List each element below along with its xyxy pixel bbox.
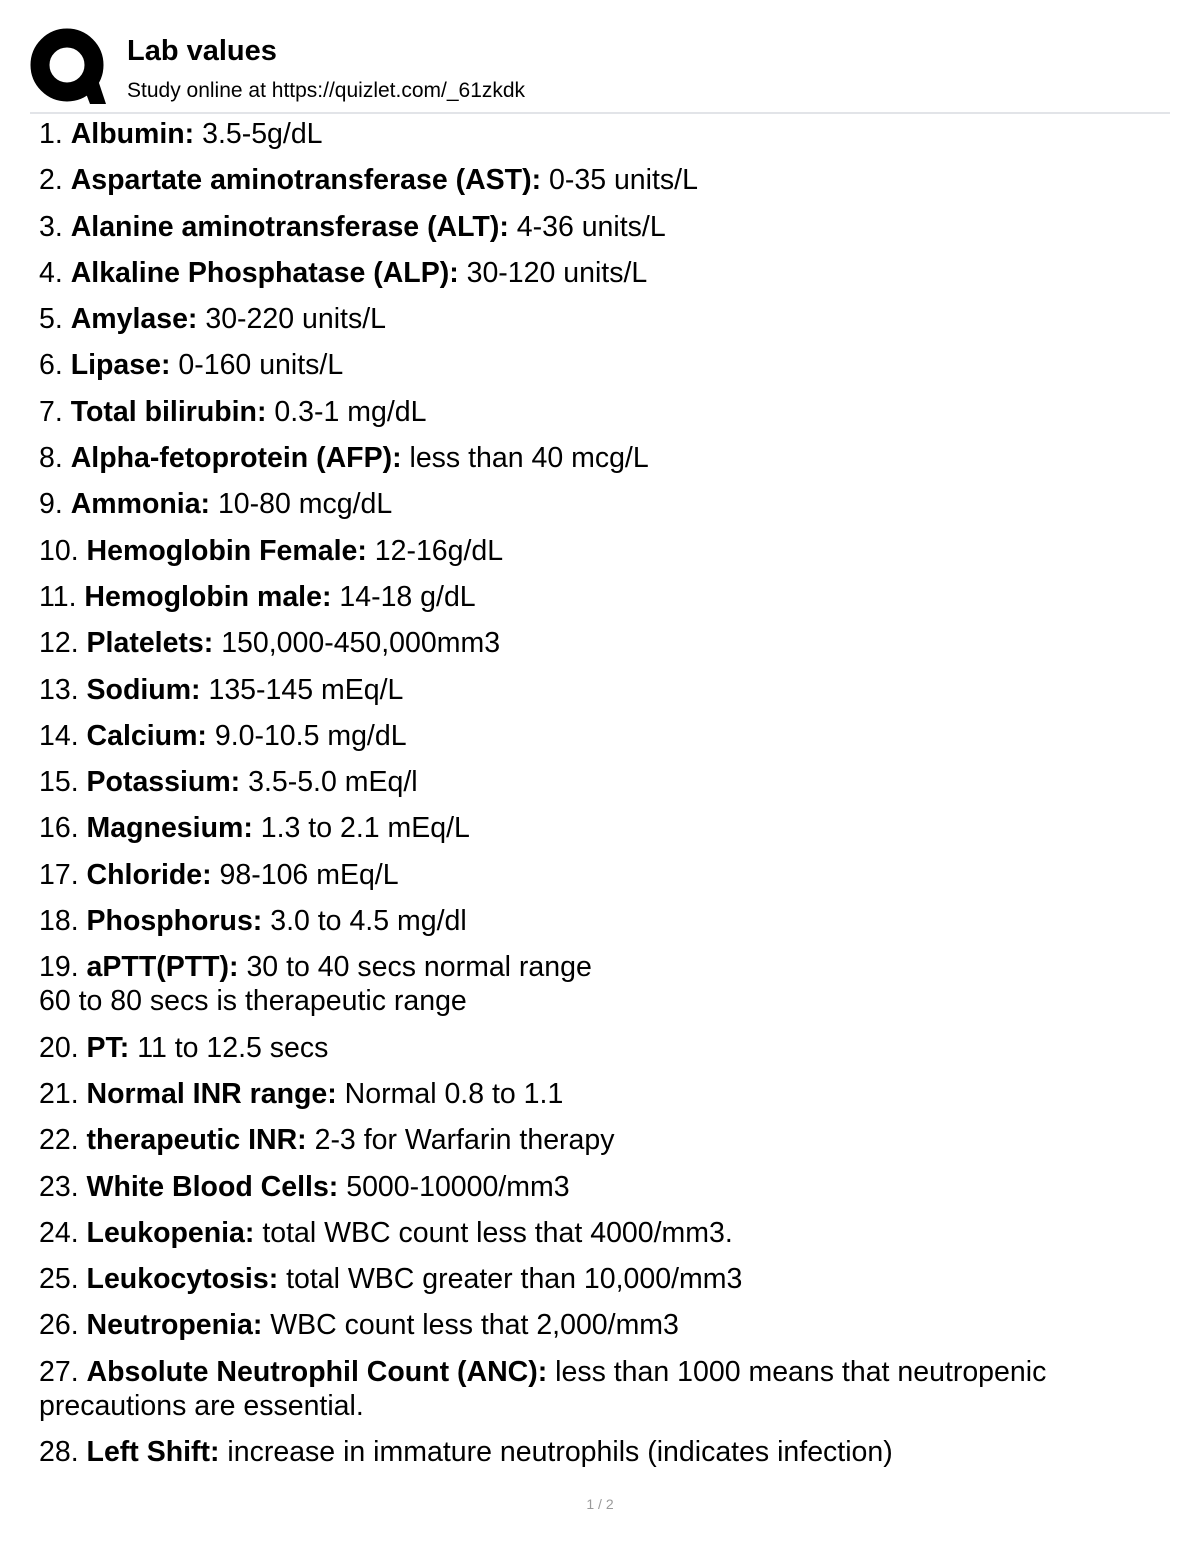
list-item xyxy=(39,950,1169,1018)
page-number: 1 / 2 xyxy=(586,1496,614,1512)
item-term: Aspartate aminotransferase (AST): xyxy=(70,164,542,197)
item-term: Leukocytosis: xyxy=(86,1263,279,1296)
item-term: Absolute Neutrophil Count (ANC): xyxy=(86,1355,548,1388)
item-term: Amylase: xyxy=(70,303,198,336)
item-value: 30-120 units/L xyxy=(458,256,648,289)
item-term: Alkaline Phosphatase (ALP): xyxy=(70,256,459,289)
item-value: 30 to 40 secs normal range xyxy=(238,951,592,984)
item-term: PT: xyxy=(86,1031,130,1064)
item-term: Platelets: xyxy=(86,627,214,660)
item-number: 1. xyxy=(39,118,71,150)
item-value: 12-16g/dL xyxy=(366,534,504,567)
list-item xyxy=(39,117,1169,151)
item-term: Phosphorus: xyxy=(86,905,263,938)
item-value: increase in immature neutrophils (indicates infection) xyxy=(219,1436,893,1469)
item-value: 3.5-5.0 mEq/l xyxy=(240,766,418,799)
item-value: 0-35 units/L xyxy=(541,164,698,197)
item-value: 30-220 units/L xyxy=(197,303,386,336)
study-online-link-text: Study online at https://quizlet.com/_61zkdk xyxy=(127,79,526,102)
item-term: therapeutic INR: xyxy=(86,1124,307,1157)
item-value: 11 to 12.5 secs xyxy=(129,1031,329,1064)
item-term: Normal INR range: xyxy=(86,1077,337,1110)
item-value: 98-106 mEq/L xyxy=(211,858,399,891)
item-number: 23. xyxy=(39,1170,87,1203)
item-number: 13. xyxy=(39,673,87,706)
list-item xyxy=(39,811,1169,845)
list-item xyxy=(39,904,1169,938)
item-number: 24. xyxy=(39,1216,87,1249)
item-term: Lipase: xyxy=(70,349,171,382)
document-header xyxy=(0,0,1200,115)
item-value: total WBC greater than 10,000/mm3 xyxy=(278,1263,743,1296)
item-value: 10-80 mcg/dL xyxy=(210,488,393,521)
item-value: less than 1000 means that neutropenic precautions are essential. xyxy=(39,1355,1047,1422)
list-item xyxy=(39,348,1169,382)
list-item xyxy=(39,1355,1169,1423)
item-value: total WBC count less that 4000/mm3. xyxy=(254,1216,733,1249)
list-item xyxy=(39,580,1169,614)
item-number: 21. xyxy=(39,1077,87,1110)
lab-values-list xyxy=(39,117,1169,1481)
list-item xyxy=(39,302,1169,336)
list-item xyxy=(39,858,1169,892)
quizlet-q-logo-icon xyxy=(30,28,108,106)
item-term: Left Shift: xyxy=(86,1436,220,1469)
item-value: less than 40 mcg/L xyxy=(401,442,649,475)
item-value: WBC count less that 2,000/mm3 xyxy=(262,1309,679,1342)
item-number: 20. xyxy=(39,1031,87,1064)
item-number: 15. xyxy=(39,766,87,799)
item-number: 6. xyxy=(39,349,71,382)
item-value: 14-18 g/dL xyxy=(331,580,476,613)
item-number: 3. xyxy=(39,210,71,243)
item-number: 28. xyxy=(39,1436,87,1469)
list-item xyxy=(39,1308,1169,1342)
item-number: 17. xyxy=(39,858,87,891)
item-value-line2: 60 to 80 secs is therapeutic range xyxy=(39,985,467,1018)
item-term: Hemoglobin male: xyxy=(84,580,332,613)
item-value: 1.3 to 2.1 mEq/L xyxy=(252,812,470,845)
item-term: Total bilirubin: xyxy=(70,395,267,428)
header-divider xyxy=(30,112,1170,114)
item-value: 2-3 for Warfarin therapy xyxy=(306,1124,615,1157)
item-term: Ammonia: xyxy=(70,488,211,521)
item-term: Magnesium: xyxy=(86,812,253,845)
item-value: 9.0-10.5 mg/dL xyxy=(206,719,407,752)
item-term: Alanine aminotransferase (ALT): xyxy=(70,210,509,243)
item-term: Calcium: xyxy=(86,719,207,752)
item-number: 18. xyxy=(39,905,87,938)
list-item xyxy=(39,765,1169,799)
item-number: 9. xyxy=(39,488,71,521)
item-number: 27. xyxy=(39,1355,87,1388)
item-value: 150,000-450,000mm3 xyxy=(213,627,501,660)
item-number: 26. xyxy=(39,1309,87,1342)
item-value: Normal 0.8 to 1.1 xyxy=(336,1077,564,1110)
list-item xyxy=(39,1435,1169,1469)
item-number: 14. xyxy=(39,719,87,752)
item-number: 19. xyxy=(39,951,87,984)
item-term: Albumin: xyxy=(70,118,195,150)
item-term: Chloride: xyxy=(86,858,212,891)
item-term: Alpha-fetoprotein (AFP): xyxy=(70,442,402,475)
item-value: 0-160 units/L xyxy=(170,349,344,382)
item-number: 5. xyxy=(39,303,71,336)
item-term: Potassium: xyxy=(86,766,241,799)
item-number: 4. xyxy=(39,256,71,289)
list-item xyxy=(39,163,1169,197)
list-item xyxy=(39,1123,1169,1157)
item-value: 4-36 units/L xyxy=(508,210,666,243)
item-value: 5000-10000/mm3 xyxy=(338,1170,570,1203)
item-term: Leukopenia: xyxy=(86,1216,255,1249)
list-item xyxy=(39,256,1169,290)
item-term: White Blood Cells: xyxy=(86,1170,339,1203)
list-item xyxy=(39,395,1169,429)
item-term: Sodium: xyxy=(86,673,201,706)
list-item xyxy=(39,1262,1169,1296)
item-number: 16. xyxy=(39,812,87,845)
item-term: aPTT(PTT): xyxy=(86,951,239,984)
list-item xyxy=(39,1216,1169,1250)
item-number: 11. xyxy=(39,580,85,613)
item-value: 3.0 to 4.5 mg/dl xyxy=(262,905,467,938)
document-title: Lab values xyxy=(127,35,277,67)
item-number: 25. xyxy=(39,1263,87,1296)
list-item xyxy=(39,1077,1169,1111)
list-item xyxy=(39,719,1169,753)
item-number: 7. xyxy=(39,395,71,428)
item-number: 8. xyxy=(39,442,71,475)
list-item xyxy=(39,1170,1169,1204)
list-item xyxy=(39,626,1169,660)
item-number: 12. xyxy=(39,627,87,660)
item-number: 10. xyxy=(39,534,87,567)
item-term: Neutropenia: xyxy=(86,1309,263,1342)
list-item xyxy=(39,1031,1169,1065)
list-item xyxy=(39,487,1169,521)
item-term: Hemoglobin Female: xyxy=(86,534,367,567)
list-item xyxy=(39,673,1169,707)
item-value: 135-145 mEq/L xyxy=(200,673,404,706)
list-item xyxy=(39,441,1169,475)
item-number: 22. xyxy=(39,1124,87,1157)
item-value: 3.5-5g/dL xyxy=(194,118,323,150)
item-value: 0.3-1 mg/dL xyxy=(266,395,427,428)
item-number: 2. xyxy=(39,164,71,197)
list-item xyxy=(39,534,1169,568)
list-item xyxy=(39,210,1169,244)
